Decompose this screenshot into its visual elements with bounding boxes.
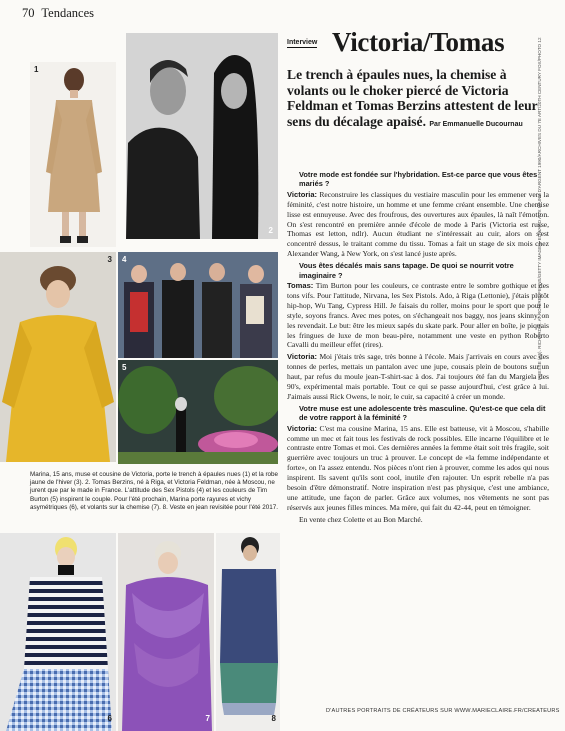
speaker: Victoria: bbox=[287, 189, 318, 199]
photo-5-number: 5 bbox=[122, 363, 127, 372]
answer bbox=[287, 281, 549, 350]
answer-text: Tim Burton pour les couleurs, ce contraste entre le sombre gothique et des tons vifs. Pour l'attitude, Nirvana, les Sex Pistols. Ado, à Riga (Lettonie), j'étais plutôt hip-hop, Wu Tang, Cypress Hill. Je faisais du roller, moins pour le sport que pour le style, soyons francs. Avec mes potes, on s'échangeait nos baggy, nos jeans skinny, on les revendait. Le but: être les mieux sapés du skate park. Pour aller en boîte, je piquais les fringues de luxe de mon beau-père, notamment une veste en python Roberto Cavalli du meilleur effet (rires). bbox=[287, 280, 549, 350]
answer bbox=[287, 190, 549, 259]
photo-6-stripes bbox=[0, 533, 116, 731]
answer bbox=[287, 352, 549, 402]
photo-8-number: 8 bbox=[271, 714, 276, 723]
answer-text: Reconstruire les classiques du vestiaire masculin pour les emmener vers la féminité, c'est notre histoire, un homme et une femme créant ensemble. Une chemise lisse est ennuyeuse. Avec des froufrous, des ouvertures aux épaules, là naît l'émotion. On s'est rencontré en première année d'école de mode à Paris (Victoria est russe, Thomas est letton, ndlr). Aucun étudiant ne s'intéressait au cuir, alors on s'est concentré dessus, le traitant comme du tissu. Tomas a fait un stage de six mois chez Alexander Wang, à New York, on s'est lancé juste après. bbox=[287, 189, 549, 259]
photo-1-number: 1 bbox=[34, 65, 39, 74]
photo-1-figure bbox=[30, 62, 116, 247]
byline: Par Emmanuelle Ducournau bbox=[429, 120, 523, 128]
page-header bbox=[22, 6, 94, 21]
speaker: Victoria: bbox=[287, 423, 318, 433]
photo-2-figures bbox=[126, 33, 278, 239]
photo-4-figures bbox=[118, 252, 278, 358]
speaker: Victoria: bbox=[287, 352, 318, 362]
photo-7-number: 7 bbox=[205, 714, 210, 723]
photo-3-yellow-dress bbox=[0, 252, 116, 462]
footer-link[interactable]: D'AUTRES PORTRAITS DE CRÉATEURS SUR WWW.MARIECLAIRE.FR/CREATEURS bbox=[326, 708, 560, 714]
photo-5-scene bbox=[118, 360, 278, 464]
photo-5-film-still bbox=[118, 360, 278, 464]
lede-text: Le trench à épaules nues, la chemise à volants ou le choker piercé de Victoria Feldman et Tomas Berzins attestent de leur sens du décalage apaisé. bbox=[287, 67, 538, 129]
photo-2-number: 2 bbox=[268, 226, 273, 235]
article-lede bbox=[287, 67, 549, 132]
availability-note: En vente chez Colette et au Bon Marché. bbox=[299, 514, 423, 524]
question: Votre mode est fondée sur l'hybridation. Est-ce parce que vous êtes mariés ? bbox=[299, 170, 538, 189]
photo-4-band bbox=[118, 252, 278, 358]
answer bbox=[287, 424, 549, 513]
photo-7-figure bbox=[118, 533, 214, 731]
photo-4-number: 4 bbox=[122, 255, 127, 264]
photo-8-denim-jacket bbox=[216, 533, 280, 731]
photo-6-number: 6 bbox=[107, 714, 112, 723]
question: Votre muse est une adolescente très masculine. Qu'est-ce que cela dit de votre rapport à la féminité ? bbox=[299, 403, 546, 423]
article-title: Victoria/Tomas bbox=[332, 27, 505, 57]
speaker: Tomas: bbox=[287, 280, 314, 290]
page-number: 70 bbox=[22, 6, 35, 20]
answer-text: Moi j'étais très sage, très bonne à l'école. Mais j'arrivais en cours avec des tonnes de perles, mettais un pantalon avec une jupe, cousais plein de boutons sur un haut, par refus du moule jean-T-shirt-sac à dos. J'ai toujours été fan du Margiela des 90's, expérimental mais portable. Tout ce qui se passe aujourd'hui, c'est grâce à lui. J'aimais aussi Rick Owens, le noir, le cuir, sa capacité à créer un monde. bbox=[287, 352, 549, 401]
question: Vous êtes décalés mais sans tapage. De quoi se nourrit votre imaginaire ? bbox=[299, 261, 514, 280]
photo-3-number: 3 bbox=[107, 255, 112, 264]
photo-caption: Marina, 15 ans, muse et cousine de Victoria, porte le trench à épaules nues (1) et la robe jaune de l'hiver (3). 2. Tomas Berzins, né à Riga, et Victoria Feldman, née à Moscou, ne jurent que par le made in France. L'attitude des Sex Pistols (4) et les couleurs de Tim Burton (5) inspirent le couple. Pour l'été prochain, Marina porte rayures et vichy asymétriques (6), et volants sur la chemise (7). 8. Veste en jean revisitée pour l'été 2017. bbox=[30, 471, 279, 511]
photo-6-figure bbox=[0, 533, 116, 731]
section-name: Tendances bbox=[41, 6, 94, 20]
photo-7-purple-ruffles bbox=[118, 533, 214, 731]
interview-tag: Interview bbox=[287, 39, 318, 46]
article-body bbox=[287, 170, 549, 525]
photo-1-trench bbox=[30, 62, 116, 247]
photo-8-figure bbox=[216, 533, 280, 731]
photo-2-designers bbox=[126, 33, 278, 239]
answer-text: C'est ma cousine Marina, 15 ans. Elle est batteuse, vit à Moscou, s'habille comme un mec et fait tous les festivals de rock possibles. Elle incarne l'équilibre et le contraste entre Tomas et moi. Ces dernières années la femme était soit très fragile, soit guerrière avec toujours un truc à prouver. Le concept de «la femme indépendante et forte», on l'a assez entendu. Nos pièces n'ont rien à prouver, comme les ados qui nous inspirent. Ils savent qu'ils sont cool, inutile d'en rajouter. Un esprit rebelle n'a pas besoin d'être démonstratif. Notre inspiration n'est pas physique, c'est une ambiance, une attitude, une façon de parler. Grâce aux volumes, nos vêtements ne sont pas réservés aux jeunes filles minces. Ma mère, qui fait du 42-44, peut en témoigner. bbox=[287, 423, 549, 512]
photo-credits: PRESSE (X6). RICHARD E. AARON/REDFERNS/GETTY IMAGES. EDWARD AUX MAINS D'ARGENT 1990/ARCHIVES DU 7E ART/20TH CENTURY FOX/PHOTO 12 bbox=[537, 37, 542, 380]
photo-3-figure bbox=[0, 252, 116, 462]
